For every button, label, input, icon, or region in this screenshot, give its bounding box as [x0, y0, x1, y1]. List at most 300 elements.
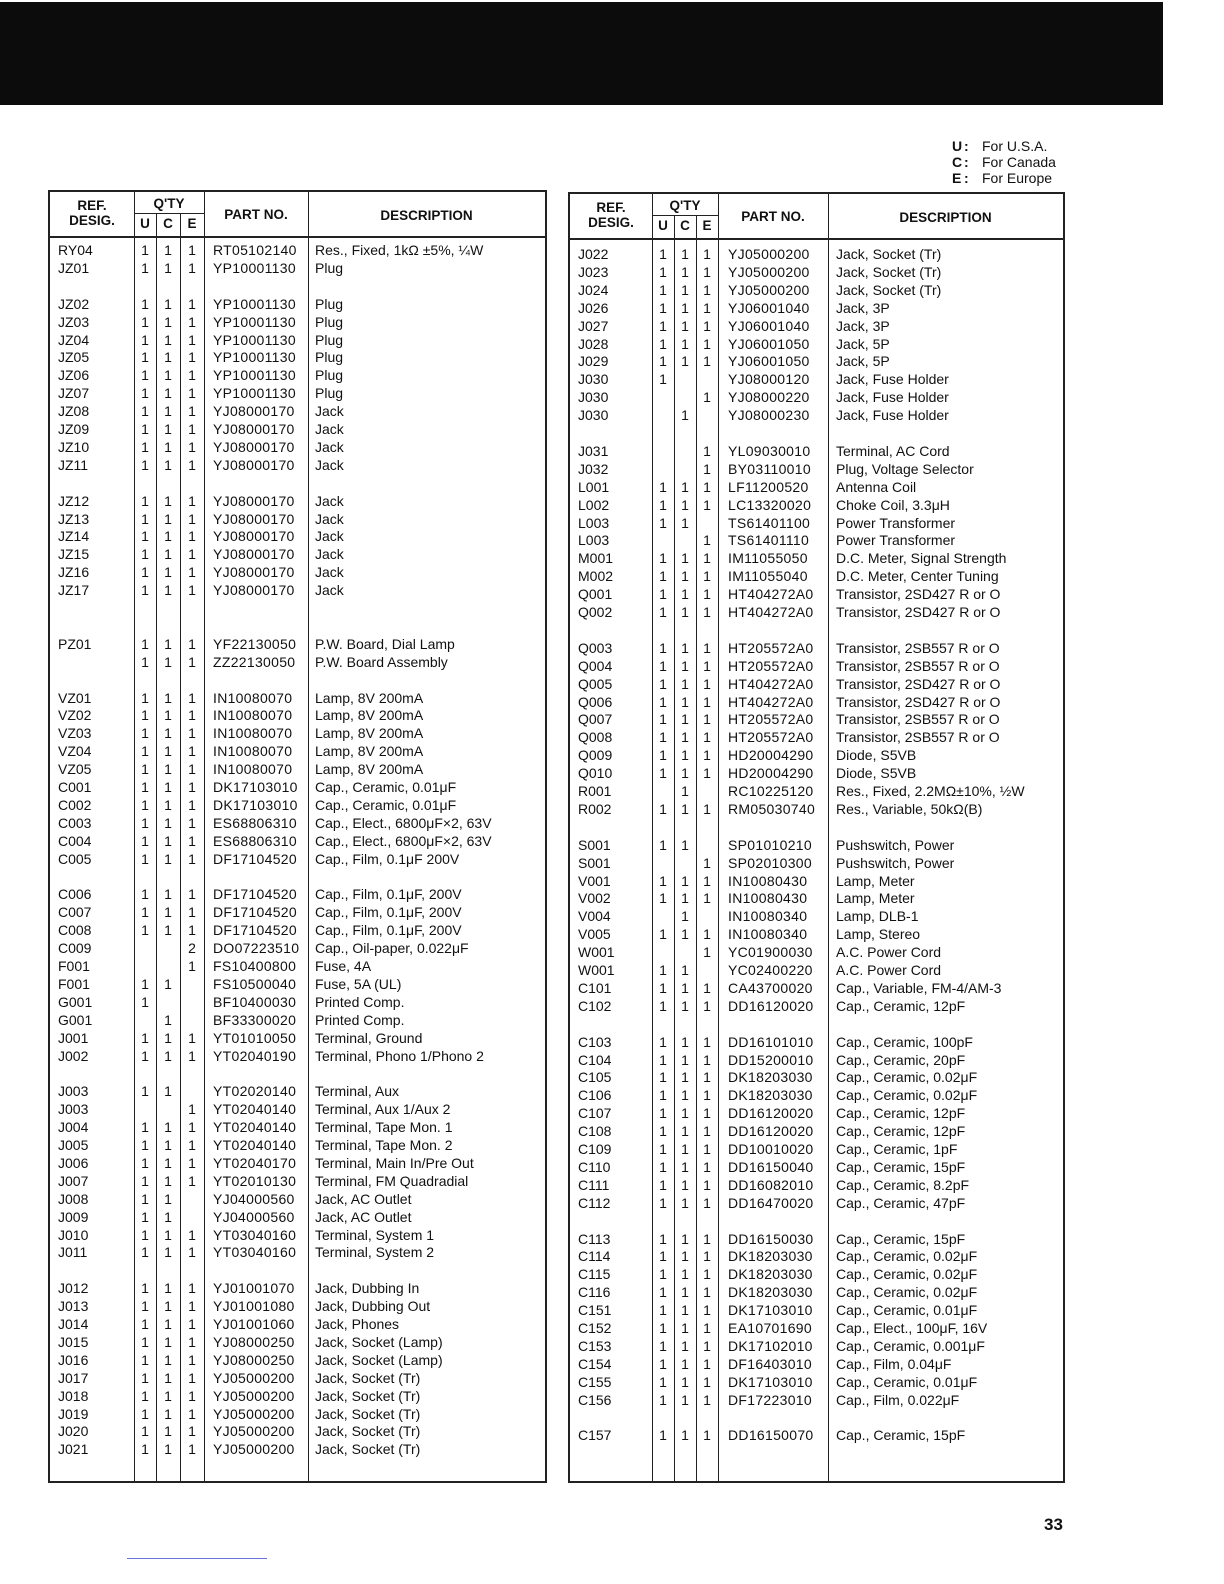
qty-u: 1 — [659, 1123, 667, 1140]
ref-desig: G001 — [58, 1011, 93, 1028]
part-number: YJ08000250 — [213, 1351, 295, 1368]
description: Terminal, AC Cord — [836, 442, 950, 459]
ref-desig: C006 — [58, 886, 92, 903]
description: Terminal, Phono 1/Phono 2 — [315, 1047, 484, 1064]
qty-e: 1 — [703, 1248, 711, 1265]
table-row — [570, 961, 1063, 979]
qty-c: 1 — [164, 1423, 172, 1440]
description: D.C. Meter, Signal Strength — [836, 550, 1007, 567]
table-row — [50, 277, 545, 295]
ref-desig: Q005 — [578, 675, 613, 692]
qty-e: 1 — [703, 1123, 711, 1140]
ref-desig: J008 — [58, 1190, 89, 1207]
part-number: DF17223010 — [728, 1391, 812, 1408]
part-number: HT404272A0 — [728, 675, 814, 692]
ref-desig: J013 — [58, 1298, 89, 1315]
table-row — [570, 281, 1063, 299]
part-number: DF17104520 — [213, 922, 297, 939]
legend-code: C — [952, 154, 963, 170]
header-e: E — [702, 218, 712, 233]
legend-row: E : For Europe — [952, 170, 1053, 186]
qty-c: 1 — [164, 313, 172, 330]
description: Jack — [315, 456, 344, 473]
part-number: IN10080070 — [213, 761, 293, 778]
qty-e: 1 — [703, 997, 711, 1014]
qty-c: 1 — [164, 546, 172, 563]
qty-u: 1 — [659, 657, 667, 674]
qty-c: 1 — [681, 1320, 689, 1336]
description: Res., Variable, 50kΩ(B) — [836, 800, 983, 817]
part-number: YC02400220 — [728, 962, 813, 978]
table-row — [50, 1440, 545, 1458]
qty-u: 1 — [659, 729, 667, 746]
qty-e: 1 — [188, 653, 196, 670]
table-row — [570, 496, 1063, 514]
ref-desig: VZ03 — [58, 725, 92, 742]
qty-e: 1 — [703, 1284, 711, 1301]
qty-u: 1 — [659, 711, 667, 728]
table-row — [570, 1158, 1063, 1176]
qty-c: 1 — [681, 1302, 689, 1319]
ref-desig: J015 — [58, 1333, 89, 1350]
table-row — [50, 1369, 545, 1387]
description: Jack, 5P — [836, 353, 890, 370]
qty-c: 1 — [164, 421, 172, 437]
table-row — [570, 317, 1063, 335]
description: Transistor, 2SB557 R or O — [836, 729, 1000, 746]
ref-desig: J009 — [58, 1208, 89, 1225]
table-row — [570, 818, 1063, 836]
table-header — [50, 192, 545, 238]
qty-c: 1 — [164, 707, 172, 724]
qty-c: 1 — [681, 604, 689, 620]
qty-c: 1 — [164, 1190, 172, 1207]
ref-desig: C007 — [58, 904, 92, 921]
table-row — [50, 975, 545, 993]
description: Plug — [315, 295, 344, 312]
qty-u: 1 — [659, 335, 667, 352]
table-row — [50, 402, 545, 420]
qty-e: 1 — [188, 1137, 196, 1153]
table-row — [570, 997, 1063, 1015]
table-row — [50, 1100, 545, 1118]
page-number: 33 — [1044, 1515, 1063, 1534]
table-row — [50, 1279, 545, 1297]
description: Fuse, 4A — [315, 958, 372, 974]
table-row — [50, 1154, 545, 1172]
description: Terminal, System 1 — [315, 1226, 435, 1243]
description: Cap., Ceramic, 0.02μF — [836, 1266, 978, 1283]
qty-e: 1 — [703, 675, 711, 692]
table-row — [570, 352, 1063, 370]
header-ref-line2: DESIG. — [69, 213, 115, 228]
part-number: DD16120020 — [728, 997, 814, 1014]
part-number: ES68806310 — [213, 832, 297, 849]
ref-desig: V005 — [578, 926, 611, 943]
ref-desig: C106 — [578, 1087, 612, 1104]
qty-u: 1 — [141, 1316, 149, 1332]
part-number: YT03040160 — [213, 1226, 297, 1243]
description: Terminal, Main In/Pre Out — [315, 1154, 474, 1171]
qty-u: 1 — [659, 478, 667, 495]
table-row — [570, 1176, 1063, 1194]
part-number: DD15200010 — [728, 1051, 814, 1068]
qty-c: 1 — [681, 550, 689, 567]
part-number: EA10701690 — [728, 1320, 812, 1336]
part-number: CA43700020 — [728, 979, 813, 996]
description: Terminal, System 2 — [315, 1244, 435, 1261]
qty-u: 1 — [659, 639, 667, 656]
qty-u: 1 — [141, 1154, 149, 1171]
ref-desig: C101 — [578, 979, 612, 996]
header-c: C — [680, 218, 690, 233]
ref-desig: J032 — [578, 460, 609, 477]
table-row — [570, 1319, 1063, 1337]
parts-table-right — [568, 192, 1065, 1483]
qty-e: 1 — [703, 1105, 711, 1122]
qty-u: 1 — [659, 1194, 667, 1211]
table-row — [50, 689, 545, 707]
description: Cap., Ceramic, 0.01μF — [836, 1373, 978, 1390]
qty-e: 1 — [188, 689, 196, 706]
part-number: FS10400800 — [213, 958, 297, 974]
table-row — [570, 693, 1063, 711]
qty-u: 1 — [659, 1087, 667, 1104]
part-number: YP10001130 — [213, 313, 296, 330]
description: Transistor, 2SB557 R or O — [836, 657, 1000, 674]
qty-u: 1 — [659, 1337, 667, 1354]
ref-desig: J031 — [578, 442, 609, 459]
qty-e: 1 — [703, 1194, 711, 1211]
qty-c: 1 — [681, 1266, 689, 1283]
qty-e: 1 — [703, 800, 711, 817]
qty-u: 1 — [141, 886, 149, 903]
part-number: YJ05000200 — [728, 246, 810, 262]
ref-desig: J018 — [58, 1387, 89, 1404]
description: Cap., Ceramic, 20pF — [836, 1051, 966, 1068]
ref-desig: J026 — [578, 299, 609, 316]
qty-u: 1 — [141, 1208, 149, 1225]
part-number: YJ08000170 — [213, 403, 295, 420]
table-row — [50, 742, 545, 760]
ref-desig: G001 — [58, 993, 93, 1010]
qty-e: 1 — [703, 729, 711, 746]
part-number: YJ05000200 — [213, 1369, 295, 1386]
part-number: SP01010210 — [728, 836, 812, 853]
qty-c: 1 — [681, 979, 689, 996]
description: Jack, Socket (Tr) — [315, 1369, 421, 1386]
qty-u: 1 — [659, 299, 667, 316]
part-number: YT03040160 — [213, 1244, 297, 1261]
part-number: YJ08000170 — [213, 492, 295, 509]
part-number: YP10001130 — [213, 331, 296, 348]
qty-c: 1 — [164, 1280, 172, 1297]
qty-u: 1 — [141, 1047, 149, 1064]
qty-u: 1 — [659, 496, 667, 513]
part-number: YT02010130 — [213, 1172, 297, 1189]
qty-e: 1 — [703, 478, 711, 495]
part-number: YT02040140 — [213, 1137, 297, 1153]
qty-u: 1 — [141, 1244, 149, 1261]
ref-desig: JZ01 — [58, 259, 90, 276]
qty-e: 1 — [188, 528, 196, 545]
part-number: DD16150030 — [728, 1230, 814, 1247]
part-number: YL09030010 — [728, 442, 811, 459]
description: Plug — [315, 385, 344, 402]
qty-u: 1 — [659, 1141, 667, 1157]
qty-u: 1 — [659, 1069, 667, 1086]
description: Plug — [315, 349, 344, 366]
qty-c: 1 — [681, 246, 689, 262]
qty-e: 1 — [188, 331, 196, 348]
ref-desig: J023 — [578, 263, 609, 280]
qty-e: 1 — [703, 1337, 711, 1354]
qty-u: 1 — [659, 747, 667, 764]
ref-desig: J011 — [58, 1244, 88, 1261]
qty-e: 1 — [188, 1244, 196, 1261]
table-row — [570, 1015, 1063, 1033]
table-row — [570, 388, 1063, 406]
description: Lamp, 8V 200mA — [315, 725, 424, 742]
description: Cap., Film, 0.022μF — [836, 1391, 960, 1408]
table-row — [570, 1247, 1063, 1265]
qty-u: 1 — [659, 1391, 667, 1408]
qty-e: 1 — [703, 335, 711, 352]
table-row — [50, 438, 545, 456]
qty-u: 1 — [141, 832, 149, 849]
table-row — [50, 1387, 545, 1405]
description: Cap., Ceramic, 0.02μF — [836, 1248, 978, 1265]
qty-c: 1 — [681, 997, 689, 1014]
ref-desig: C116 — [578, 1284, 611, 1301]
ref-desig: JZ13 — [58, 510, 90, 527]
ref-desig: J014 — [58, 1316, 89, 1332]
table-row — [570, 370, 1063, 388]
qty-u: 1 — [141, 331, 149, 348]
table-row — [570, 1212, 1063, 1230]
description: Fuse, 5A (UL) — [315, 975, 402, 992]
qty-u: 1 — [141, 653, 149, 670]
qty-u: 1 — [141, 796, 149, 813]
qty-e: 1 — [188, 1387, 196, 1404]
qty-c: 1 — [164, 564, 172, 581]
part-number: HT404272A0 — [728, 586, 814, 603]
ref-desig: J003 — [58, 1101, 89, 1118]
table-row — [570, 1104, 1063, 1122]
ref-desig: VZ01 — [58, 689, 92, 706]
qty-c: 1 — [164, 403, 172, 420]
qty-e: 1 — [703, 1391, 711, 1408]
ref-desig: M002 — [578, 568, 614, 585]
qty-u: 1 — [659, 1302, 667, 1319]
part-number: YJ04000560 — [213, 1190, 295, 1207]
part-number: DF17104520 — [213, 850, 297, 867]
description: Choke Coil, 3.3μH — [836, 496, 950, 513]
qty-e: 1 — [703, 711, 711, 728]
qty-u: 1 — [659, 765, 667, 782]
table-row — [50, 295, 545, 313]
description: Terminal, Aux — [315, 1083, 400, 1100]
ref-desig: J003 — [58, 1083, 89, 1100]
ref-desig: PZ01 — [58, 635, 92, 652]
qty-c: 1 — [681, 1069, 689, 1086]
qty-c: 1 — [681, 1176, 689, 1193]
table-row — [50, 760, 545, 778]
qty-e: 1 — [188, 635, 196, 652]
table-row — [50, 1064, 545, 1082]
ref-desig: R002 — [578, 800, 612, 817]
table-row — [50, 348, 545, 366]
part-number: DD16150070 — [728, 1427, 814, 1444]
table-row — [50, 993, 545, 1011]
qty-c: 1 — [164, 1011, 172, 1028]
part-number: DD16120020 — [728, 1105, 814, 1122]
qty-c: 1 — [164, 922, 172, 939]
table-row — [570, 299, 1063, 317]
qty-u: 1 — [659, 962, 667, 978]
part-number: SP02010300 — [728, 854, 812, 871]
ref-desig: C115 — [578, 1266, 611, 1283]
description: Lamp, Meter — [836, 890, 915, 907]
qty-e: 1 — [188, 850, 196, 867]
ref-desig: J006 — [58, 1154, 89, 1171]
ref-desig: C004 — [58, 832, 92, 849]
qty-e: 1 — [703, 568, 711, 585]
qty-c: 1 — [164, 1119, 172, 1136]
table-row — [50, 868, 545, 886]
qty-c: 1 — [164, 438, 172, 455]
description: A.C. Power Cord — [836, 962, 942, 978]
qty-u: 1 — [659, 281, 667, 298]
description: Transistor, 2SD427 R or O — [836, 586, 1001, 603]
description: Jack, AC Outlet — [315, 1190, 412, 1207]
part-number: DF17104520 — [213, 904, 297, 921]
qty-c: 1 — [681, 693, 689, 710]
part-number: YP10001130 — [213, 385, 296, 402]
qty-e: 1 — [703, 639, 711, 656]
qty-u: 1 — [659, 1266, 667, 1283]
top-scan-band — [0, 2, 1163, 105]
description: Jack, Socket (Tr) — [315, 1405, 421, 1422]
header-part-no: PART NO. — [741, 209, 805, 224]
table-row — [570, 854, 1063, 872]
header-u: U — [658, 218, 668, 233]
part-number: YT02040140 — [213, 1101, 297, 1118]
description: Transistor, 2SD427 R or O — [836, 604, 1001, 620]
qty-e: 1 — [188, 922, 196, 939]
part-number: YJ01001080 — [213, 1298, 295, 1315]
table-row — [50, 492, 545, 510]
qty-e: 1 — [188, 814, 196, 831]
part-number: YP10001130 — [213, 295, 296, 312]
qty-c: 1 — [164, 1029, 172, 1046]
table-row — [50, 1136, 545, 1154]
description: Terminal, Tape Mon. 1 — [315, 1119, 453, 1136]
table-row — [50, 635, 545, 653]
qty-c: 1 — [681, 1284, 689, 1301]
qty-c: 1 — [164, 349, 172, 366]
qty-e: 1 — [703, 317, 711, 334]
qty-e: 1 — [703, 1373, 711, 1390]
qty-e: 1 — [703, 246, 711, 262]
qty-e: 1 — [703, 979, 711, 996]
table-row — [50, 903, 545, 921]
qty-u: 1 — [141, 564, 149, 581]
qty-e: 1 — [703, 1266, 711, 1283]
qty-c: 1 — [164, 761, 172, 778]
qty-e: 1 — [188, 743, 196, 760]
description: Cap., Ceramic, 1pF — [836, 1141, 958, 1157]
description: Lamp, 8V 200mA — [315, 689, 424, 706]
qty-e: 1 — [703, 263, 711, 280]
part-number: IN10080070 — [213, 689, 293, 706]
ref-desig: C008 — [58, 922, 92, 939]
qty-u: 1 — [659, 1105, 667, 1122]
table-row — [570, 406, 1063, 424]
part-number: DF16403010 — [728, 1355, 812, 1372]
part-number: YJ08000230 — [728, 407, 810, 424]
table-row — [50, 1405, 545, 1423]
part-number: IN10080340 — [728, 926, 808, 943]
table-row — [50, 1297, 545, 1315]
qty-c: 1 — [164, 635, 172, 652]
description: Jack, 3P — [836, 317, 890, 334]
table-row — [50, 885, 545, 903]
header-ref-line2: DESIG. — [588, 215, 634, 230]
qty-e: 2 — [188, 940, 196, 957]
table-row — [50, 957, 545, 975]
qty-c: 1 — [164, 1244, 172, 1261]
part-number: RT05102140 — [213, 242, 297, 258]
qty-u: 1 — [141, 1387, 149, 1404]
table-row — [570, 263, 1063, 281]
part-number: YJ06001050 — [728, 335, 810, 352]
ref-desig: Q003 — [578, 639, 613, 656]
qty-c: 1 — [681, 962, 689, 978]
table-row — [50, 653, 545, 671]
table-row — [50, 1333, 545, 1351]
ref-desig: V001 — [578, 872, 611, 889]
description: Cap., Film, 0.1μF 200V — [315, 850, 460, 867]
description: Cap., Elect., 100μF, 16V — [836, 1320, 988, 1336]
qty-u: 1 — [141, 1280, 149, 1297]
part-number: DK17103010 — [728, 1302, 813, 1319]
table-row — [50, 259, 545, 277]
table-row — [50, 1118, 545, 1136]
qty-e: 1 — [703, 1302, 711, 1319]
table-row — [570, 639, 1063, 657]
description: Lamp, 8V 200mA — [315, 743, 424, 760]
table-row — [570, 1122, 1063, 1140]
table-row — [50, 1082, 545, 1100]
qty-e: 1 — [188, 259, 196, 276]
ref-desig: C108 — [578, 1123, 612, 1140]
qty-e: 1 — [188, 510, 196, 527]
qty-e: 1 — [188, 403, 196, 420]
table-row — [570, 1355, 1063, 1373]
ref-desig: JZ11 — [58, 456, 89, 473]
description: Plug — [315, 367, 344, 384]
part-number: DD10010020 — [728, 1141, 814, 1157]
description: Cap., Ceramic, 15pF — [836, 1427, 966, 1444]
qty-u: 1 — [659, 1051, 667, 1068]
description: Jack, Socket (Tr) — [836, 263, 942, 280]
description: Cap., Ceramic, 0.02μF — [836, 1284, 978, 1301]
ref-desig: C114 — [578, 1248, 611, 1265]
part-number: YJ06001040 — [728, 317, 810, 334]
part-number: YJ05000200 — [213, 1423, 295, 1440]
table-row — [570, 585, 1063, 603]
